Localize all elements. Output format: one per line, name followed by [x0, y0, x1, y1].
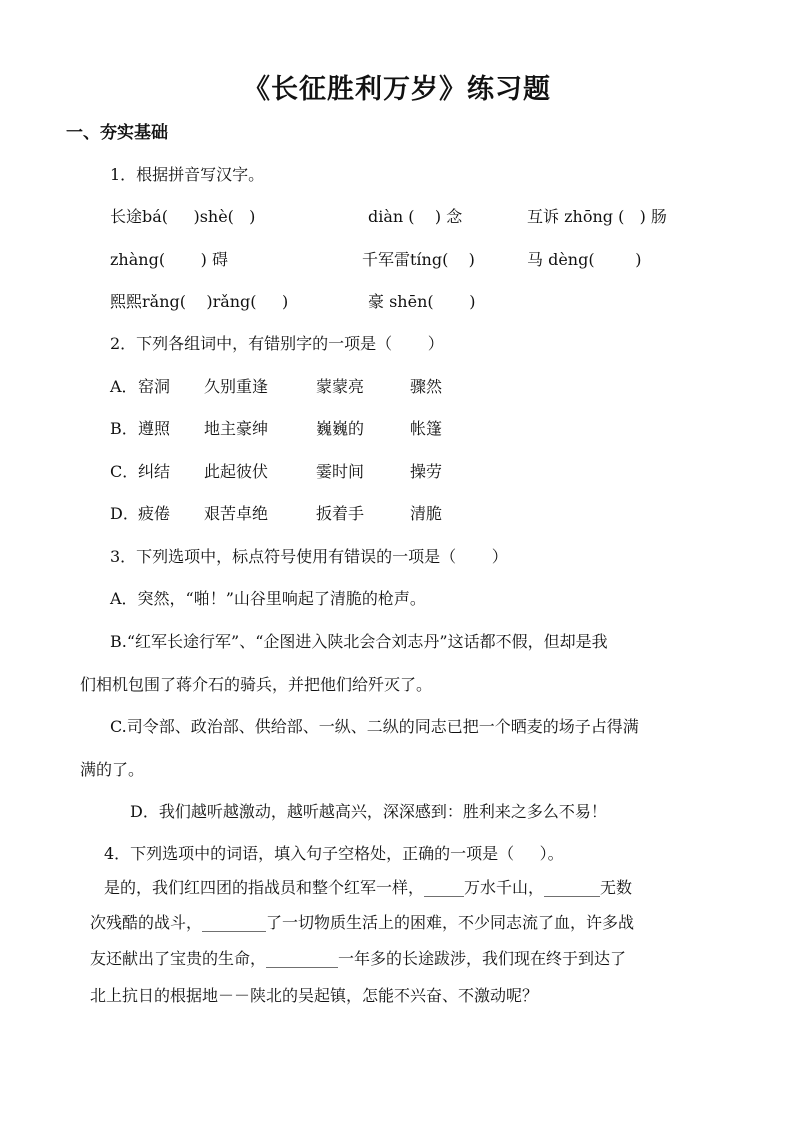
question-4-prompt: 4．下列选项中的词语，填入句子空格处，正确的一项是（ ）。 [104, 844, 564, 863]
question-3-option-c-line-2: 满的了。 [80, 760, 145, 779]
pinyin-item: zhàng( ) 碍 [110, 250, 228, 269]
section-heading: 一、夯实基础 [66, 123, 168, 143]
option-word: 扳着手 [316, 504, 365, 523]
option-word: 蒙蒙亮 [316, 377, 365, 396]
page-title: 《长征胜利万岁》练习题 [243, 74, 551, 105]
question-4-passage-line-4: 北上抗日的根据地－－陕北的吴起镇，怎能不兴奋、不激动呢？ [90, 986, 539, 1005]
pinyin-item: 豪 shēn( ) [368, 292, 476, 311]
option-word: 疲倦 [138, 504, 171, 523]
option-word: 纠结 [138, 462, 171, 481]
option-word: 地主豪绅 [204, 419, 269, 438]
question-4-passage-line-2: 次残酷的战斗，________了一切物质生活上的困难，不少同志流了血，许多战 [90, 913, 635, 932]
option-word: 操劳 [410, 462, 443, 481]
option-label: C． [110, 462, 139, 481]
question-3-option-d: D．我们越听越激动，越听越高兴，深深感到：胜利来之多么不易！ [130, 802, 607, 821]
option-word: 遵照 [138, 419, 171, 438]
question-4-passage-line-3: 友还献出了宝贵的生命，_________一年多的长途跋涉，我们现在终于到达了 [90, 949, 627, 968]
pinyin-item: 互诉 zhōng ( ) 肠 [527, 207, 667, 226]
option-word: 骤然 [410, 377, 443, 396]
option-word: 霎时间 [316, 462, 365, 481]
question-3-prompt: 3．下列选项中，标点符号使用有错误的一项是（ ） [110, 547, 508, 566]
option-label: B． [110, 419, 138, 438]
option-label: D． [110, 504, 139, 523]
question-4-passage-line-1: 是的，我们红四团的指战员和整个红军一样，_____万水千山，_______无数 [104, 878, 633, 897]
option-word: 巍巍的 [316, 419, 365, 438]
option-word: 清脆 [410, 504, 443, 523]
option-word: 帐篷 [410, 419, 443, 438]
question-1-prompt: 1．根据拼音写汉字。 [110, 165, 265, 184]
option-word: 艰苦卓绝 [204, 504, 269, 523]
question-3-option-b-line-2: 们相机包围了蒋介石的骑兵，并把他们给歼灭了。 [80, 675, 433, 694]
pinyin-item: 千军雷tíng( ) [362, 250, 475, 269]
option-word: 久别重逢 [204, 377, 269, 396]
option-word: 窑洞 [138, 377, 171, 396]
option-label: A． [110, 377, 138, 396]
question-3-option-a: A．突然，“啪！”山谷里响起了清脆的枪声。 [110, 589, 426, 608]
question-2-prompt: 2．下列各组词中，有错别字的一项是（ ） [110, 334, 444, 353]
option-word: 此起彼伏 [204, 462, 269, 481]
question-3-option-b-line-1: B.“红军长途行军”、“企图进入陕北会合刘志丹”这话都不假，但却是我 [110, 632, 608, 651]
question-3-option-c-line-1: C.司令部、政治部、供给部、一纵、二纵的同志已把一个晒麦的场子占得满 [110, 717, 639, 736]
pinyin-item: 长途bá( )shè( ) [110, 207, 256, 226]
pinyin-item: 马 dèng( ) [527, 250, 642, 269]
pinyin-item: diàn ( ) 念 [368, 207, 463, 226]
pinyin-item: 熙熙rǎng( )rǎng( ) [110, 292, 289, 311]
